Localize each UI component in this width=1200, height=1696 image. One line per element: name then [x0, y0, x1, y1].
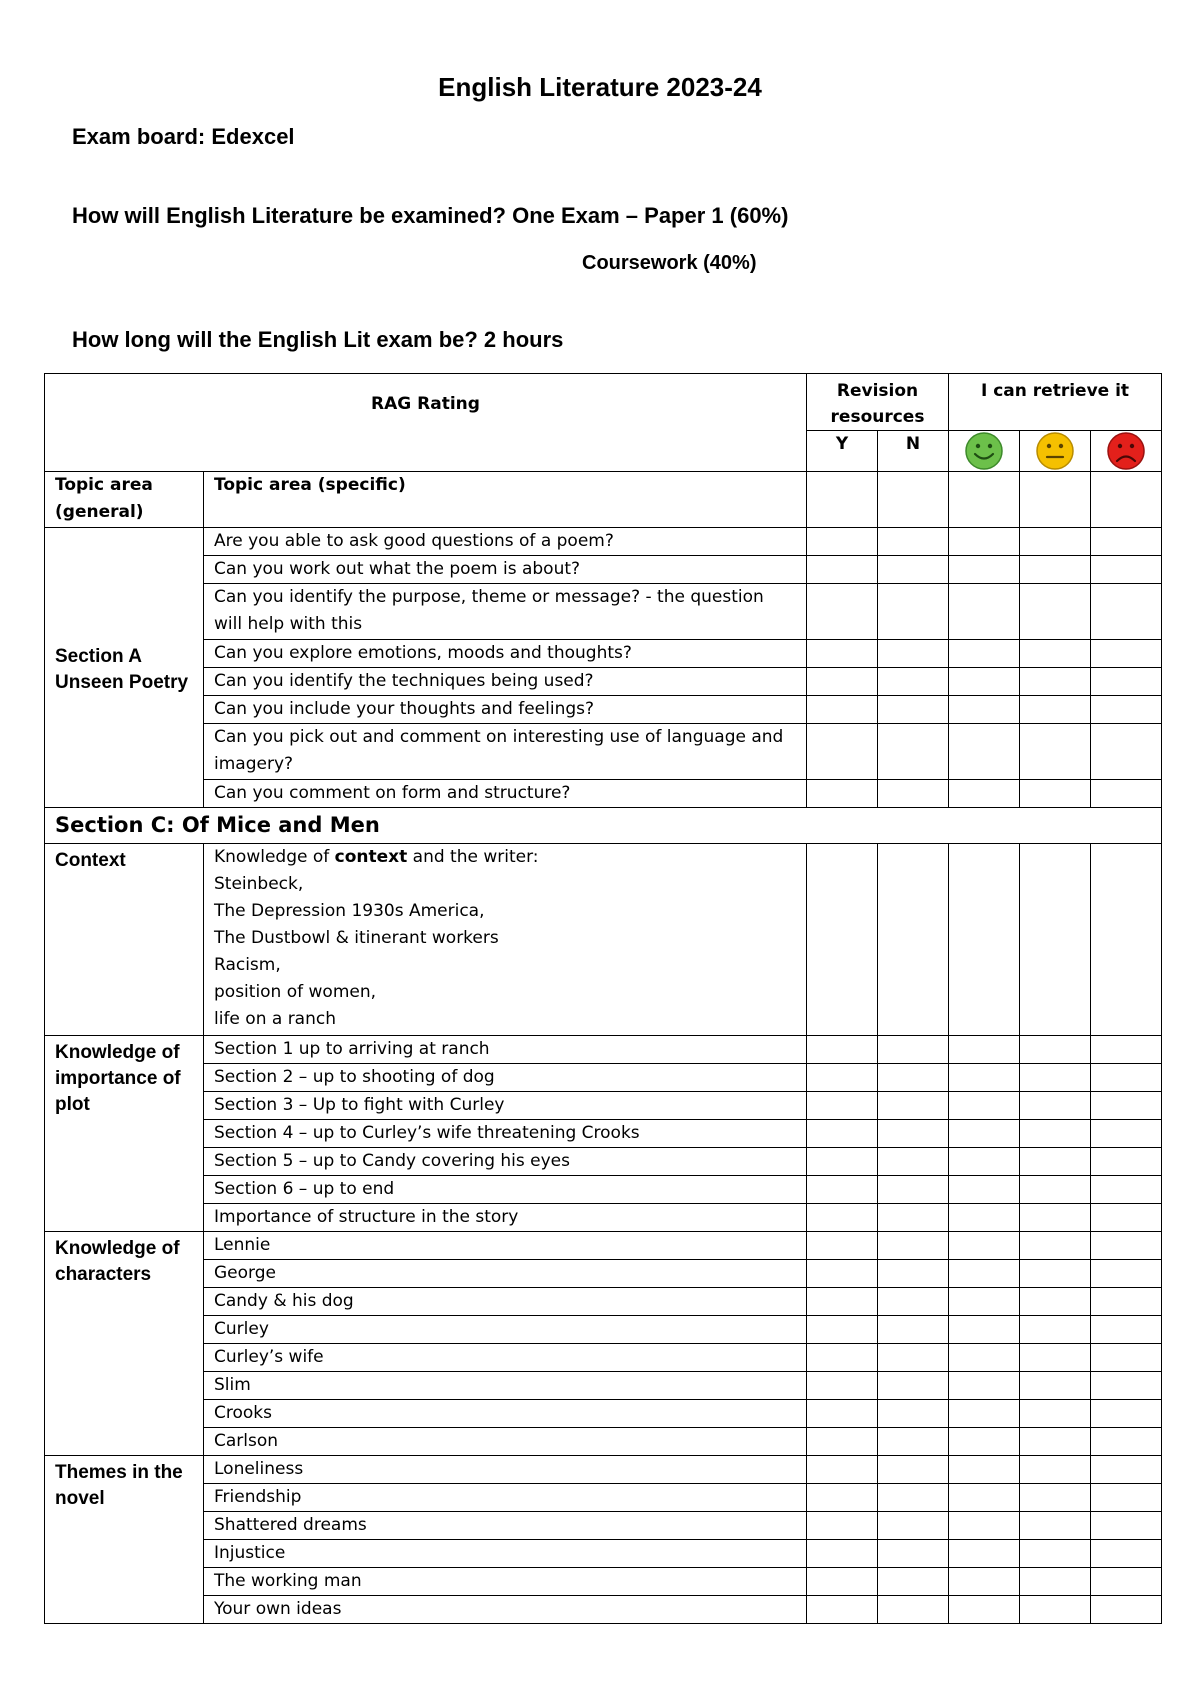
rag-cell[interactable] [949, 640, 1020, 668]
rag-cell[interactable] [878, 1064, 949, 1092]
rag-cell[interactable] [1091, 1568, 1162, 1596]
rag-cell[interactable] [949, 1064, 1020, 1092]
topic-item: Section 1 up to arriving at ranch [204, 1036, 807, 1064]
rag-cell[interactable] [807, 1484, 878, 1512]
rag-cell[interactable] [878, 640, 949, 668]
rag-cell[interactable] [1091, 1344, 1162, 1372]
rag-cell[interactable] [1091, 1596, 1162, 1624]
rag-cell[interactable] [949, 696, 1020, 724]
topic-item: Importance of structure in the story [204, 1204, 807, 1232]
topic-item: The working man [204, 1568, 807, 1596]
characters-category: Knowledge of characters [45, 1232, 204, 1456]
rag-cell[interactable] [807, 668, 878, 696]
rag-cell[interactable] [878, 1456, 949, 1484]
rag-cell[interactable] [807, 724, 878, 780]
rag-cell[interactable] [949, 1540, 1020, 1568]
topic-item: Carlson [204, 1428, 807, 1456]
rag-cell[interactable] [949, 1036, 1020, 1064]
checkbox-cell[interactable] [1020, 472, 1091, 528]
table-row [45, 1484, 1162, 1512]
rag-cell[interactable] [878, 724, 949, 780]
rag-cell[interactable] [1020, 1372, 1091, 1400]
table-row [45, 1064, 1162, 1092]
rag-cell[interactable] [807, 528, 878, 556]
rag-cell[interactable] [1091, 780, 1162, 808]
table-row [45, 1568, 1162, 1596]
rag-cell[interactable] [1020, 1036, 1091, 1064]
rag-cell[interactable] [949, 528, 1020, 556]
rag-cell[interactable] [807, 1064, 878, 1092]
rag-cell[interactable] [878, 1400, 949, 1428]
topic-general-header: Topic area (general) [45, 472, 204, 528]
topic-item: Section 2 – up to shooting of dog [204, 1064, 807, 1092]
rag-cell[interactable] [807, 1176, 878, 1204]
rag-cell[interactable] [807, 1400, 878, 1428]
rag-cell[interactable] [1020, 1596, 1091, 1624]
rag-cell[interactable] [1020, 1064, 1091, 1092]
table-row [45, 1372, 1162, 1400]
revision-resources-header: Revision resources [807, 374, 949, 431]
rag-cell[interactable] [878, 1484, 949, 1512]
rag-rating-table [44, 373, 1162, 1624]
rag-cell[interactable] [1091, 668, 1162, 696]
rag-cell[interactable] [878, 1540, 949, 1568]
rag-cell[interactable] [807, 844, 878, 1036]
table-row [45, 1344, 1162, 1372]
rag-cell[interactable] [807, 1288, 878, 1316]
rag-cell[interactable] [949, 584, 1020, 640]
rag-cell[interactable] [878, 668, 949, 696]
topic-item: Can you identify the purpose, theme or message? - the question will help with this [204, 584, 807, 640]
rag-cell[interactable] [949, 1568, 1020, 1596]
rag-cell[interactable] [1020, 1400, 1091, 1428]
rag-cell[interactable] [1091, 528, 1162, 556]
context-details [204, 844, 807, 1036]
rag-cell[interactable] [1091, 1288, 1162, 1316]
rag-cell[interactable] [1091, 556, 1162, 584]
rag-cell[interactable] [1091, 1260, 1162, 1288]
rag-cell[interactable] [807, 780, 878, 808]
table-row [45, 1316, 1162, 1344]
rag-cell[interactable] [807, 584, 878, 640]
section_a-category: Section A Unseen Poetry [45, 528, 204, 808]
topic-item: Can you identify the techniques being used? [204, 668, 807, 696]
table-row [45, 1176, 1162, 1204]
rag-cell[interactable] [1091, 1176, 1162, 1204]
context-line: The Depression 1930s America, [214, 901, 485, 921]
table-row [45, 1456, 1162, 1484]
rag-cell[interactable] [1091, 1148, 1162, 1176]
topic-item: George [204, 1260, 807, 1288]
rag-cell[interactable] [1091, 1484, 1162, 1512]
topic-item: Can you comment on form and structure? [204, 780, 807, 808]
context-line: Racism, [214, 955, 281, 975]
topic-item: Shattered dreams [204, 1512, 807, 1540]
rag-cell[interactable] [878, 556, 949, 584]
table-row [45, 780, 1162, 808]
rag-cell[interactable] [807, 1120, 878, 1148]
green-face-cell [949, 431, 1020, 472]
rag-rating-title: RAG Rating [45, 374, 807, 472]
coursework: Coursework (40%) [582, 252, 757, 274]
rag-cell[interactable] [807, 1596, 878, 1624]
rag-cell[interactable] [1020, 584, 1091, 640]
rag-cell[interactable] [949, 724, 1020, 780]
topic-item: Friendship [204, 1484, 807, 1512]
rag-cell[interactable] [949, 1288, 1020, 1316]
rag-cell[interactable] [949, 1316, 1020, 1344]
rag-cell[interactable] [878, 1428, 949, 1456]
rag-cell[interactable] [1020, 1344, 1091, 1372]
table-row [45, 584, 1162, 640]
rag-cell[interactable] [1020, 1456, 1091, 1484]
table-row [45, 1232, 1162, 1260]
rag-cell[interactable] [1091, 640, 1162, 668]
rag-cell[interactable] [878, 696, 949, 724]
rag-cell[interactable] [807, 1204, 878, 1232]
table-row [45, 1428, 1162, 1456]
rag-cell[interactable] [807, 1512, 878, 1540]
rag-cell[interactable] [1091, 1456, 1162, 1484]
table-row [45, 528, 1162, 556]
rag-cell[interactable] [1020, 1484, 1091, 1512]
topic-item: Can you explore emotions, moods and thoughts? [204, 640, 807, 668]
context-intro-before: Knowledge of [214, 847, 335, 867]
rag-cell[interactable] [878, 1204, 949, 1232]
rag-cell[interactable] [949, 1344, 1020, 1372]
table-row [45, 696, 1162, 724]
rag-cell[interactable] [1020, 1288, 1091, 1316]
rag-cell[interactable] [878, 1176, 949, 1204]
rag-cell[interactable] [1020, 844, 1091, 1036]
rag-cell[interactable] [1091, 1232, 1162, 1260]
rag-cell[interactable] [878, 1232, 949, 1260]
topic-item: Can you include your thoughts and feelings? [204, 696, 807, 724]
table-row [45, 1120, 1162, 1148]
table-row [45, 1400, 1162, 1428]
rag-cell[interactable] [949, 1596, 1020, 1624]
rag-cell[interactable] [949, 1204, 1020, 1232]
topic-item: Curley’s wife [204, 1344, 807, 1372]
rag-cell[interactable] [807, 1372, 878, 1400]
context-line: The Dustbowl & itinerant workers [214, 928, 499, 948]
rag-cell[interactable] [807, 1428, 878, 1456]
rag-cell[interactable] [878, 1512, 949, 1540]
rag-cell[interactable] [1091, 724, 1162, 780]
rag-cell[interactable] [949, 1428, 1020, 1456]
plot-category: Knowledge of importance of plot [45, 1036, 204, 1232]
topic-item: Injustice [204, 1540, 807, 1568]
rag-cell[interactable] [1091, 1120, 1162, 1148]
rag-cell[interactable] [1091, 1428, 1162, 1456]
table-row [45, 1288, 1162, 1316]
rag-cell[interactable] [949, 1400, 1020, 1428]
rag-cell[interactable] [1020, 556, 1091, 584]
rag-cell[interactable] [949, 556, 1020, 584]
rag-cell[interactable] [807, 556, 878, 584]
checkbox-cell[interactable] [1091, 472, 1162, 528]
rag-cell[interactable] [1020, 1568, 1091, 1596]
rag-cell[interactable] [878, 1036, 949, 1064]
topic-item: Crooks [204, 1400, 807, 1428]
i-can-retrieve-header: I can retrieve it [949, 374, 1162, 431]
rag-cell[interactable] [1091, 1372, 1162, 1400]
rag-cell[interactable] [807, 1344, 878, 1372]
yellow-neutral-icon [1035, 431, 1075, 471]
rag-cell[interactable] [878, 1092, 949, 1120]
checkbox-cell[interactable] [878, 472, 949, 528]
rag-cell[interactable] [807, 1568, 878, 1596]
rag-cell[interactable] [807, 1456, 878, 1484]
rag-cell[interactable] [878, 1344, 949, 1372]
rag-cell[interactable] [807, 696, 878, 724]
rag-cell[interactable] [807, 1148, 878, 1176]
context-intro-bold: context [334, 847, 408, 867]
rag-cell[interactable] [807, 1540, 878, 1568]
rag-cell[interactable] [949, 1484, 1020, 1512]
table-row [45, 844, 1162, 1036]
rag-cell[interactable] [1020, 1232, 1091, 1260]
table-row [45, 1540, 1162, 1568]
exam-board: Exam board: Edexcel [72, 124, 295, 149]
how-examined: How will English Literature be examined? One Exam – Paper 1 (60%) [72, 203, 789, 228]
rag-cell[interactable] [878, 1316, 949, 1344]
checkbox-cell[interactable] [949, 472, 1020, 528]
topic-item: Section 5 – up to Candy covering his eyes [204, 1148, 807, 1176]
rag-cell[interactable] [949, 1456, 1020, 1484]
rag-cell[interactable] [878, 584, 949, 640]
context-category: Context [45, 844, 204, 1036]
rag-cell[interactable] [949, 1512, 1020, 1540]
rag-cell[interactable] [949, 668, 1020, 696]
context-line: life on a ranch [214, 1009, 336, 1029]
topic-item: Your own ideas [204, 1596, 807, 1624]
context-line: Steinbeck, [214, 874, 304, 894]
rag-cell[interactable] [949, 1092, 1020, 1120]
context-intro [214, 844, 796, 871]
rag-cell[interactable] [807, 640, 878, 668]
rag-cell[interactable] [1091, 1512, 1162, 1540]
rag-cell[interactable] [1091, 1036, 1162, 1064]
rag-cell[interactable] [807, 1092, 878, 1120]
rag-cell[interactable] [949, 1232, 1020, 1260]
rag-cell[interactable] [1020, 1204, 1091, 1232]
topic-item: Section 4 – up to Curley’s wife threatening Crooks [204, 1120, 807, 1148]
section-c-heading: Section C: Of Mice and Men [45, 808, 1162, 844]
table-row [45, 724, 1162, 780]
rag-cell[interactable] [1020, 1120, 1091, 1148]
topic-item: Can you work out what the poem is about? [204, 556, 807, 584]
page-title: English Literature 2023-24 [438, 72, 762, 102]
rag-cell[interactable] [878, 780, 949, 808]
rag-cell[interactable] [949, 1260, 1020, 1288]
rag-cell[interactable] [1091, 1204, 1162, 1232]
checkbox-cell[interactable] [807, 472, 878, 528]
rag-cell[interactable] [807, 1260, 878, 1288]
rag-cell[interactable] [949, 1120, 1020, 1148]
topic-item: Can you pick out and comment on interesting use of language and imagery? [204, 724, 807, 780]
rag-cell[interactable] [1020, 780, 1091, 808]
rag-cell[interactable] [1020, 668, 1091, 696]
rag-cell[interactable] [949, 1148, 1020, 1176]
rag-cell[interactable] [1091, 1092, 1162, 1120]
rag-cell[interactable] [807, 1036, 878, 1064]
rag-cell[interactable] [1020, 724, 1091, 780]
table-row [45, 1036, 1162, 1064]
table-row [45, 1512, 1162, 1540]
rag-cell[interactable] [1091, 1316, 1162, 1344]
rag-cell[interactable] [878, 1568, 949, 1596]
rag-cell[interactable] [878, 1288, 949, 1316]
rag-cell[interactable] [1020, 1316, 1091, 1344]
rag-cell[interactable] [1020, 696, 1091, 724]
rag-cell[interactable] [1091, 1540, 1162, 1568]
yellow-face-cell [1020, 431, 1091, 472]
red-sad-icon [1106, 431, 1146, 471]
rag-cell[interactable] [878, 1120, 949, 1148]
context-intro-after: and the writer: [407, 847, 539, 867]
table-row [45, 1260, 1162, 1288]
red-face-cell [1091, 431, 1162, 472]
rag-cell[interactable] [1020, 1540, 1091, 1568]
rag-cell[interactable] [949, 1372, 1020, 1400]
rag-cell[interactable] [878, 1260, 949, 1288]
rag-cell[interactable] [1020, 1092, 1091, 1120]
table-row [45, 640, 1162, 668]
rag-cell[interactable] [1020, 1148, 1091, 1176]
themes-category: Themes in the novel [45, 1456, 204, 1624]
rag-cell[interactable] [1091, 1064, 1162, 1092]
rag-cell[interactable] [1091, 696, 1162, 724]
rag-cell[interactable] [807, 1316, 878, 1344]
topic-item: Slim [204, 1372, 807, 1400]
rag-cell[interactable] [949, 1176, 1020, 1204]
rag-cell[interactable] [807, 1232, 878, 1260]
rag-cell[interactable] [878, 528, 949, 556]
rag-cell[interactable] [1020, 1428, 1091, 1456]
topic-item: Curley [204, 1316, 807, 1344]
how-long: How long will the English Lit exam be? 2 hours [72, 327, 564, 352]
green-smiley-icon [964, 431, 1004, 471]
rag-cell[interactable] [1020, 1512, 1091, 1540]
table-row [45, 556, 1162, 584]
rag-cell[interactable] [949, 780, 1020, 808]
rag-cell[interactable] [1091, 844, 1162, 1036]
context-line: position of women, [214, 982, 377, 1002]
topic-item: Section 6 – up to end [204, 1176, 807, 1204]
rag-cell[interactable] [878, 1148, 949, 1176]
rag-cell[interactable] [878, 1596, 949, 1624]
topic-specific-header: Topic area (specific) [204, 472, 807, 528]
topic-item: Candy & his dog [204, 1288, 807, 1316]
no-header: N [878, 431, 949, 472]
table-row [45, 1204, 1162, 1232]
topic-item: Lennie [204, 1232, 807, 1260]
yes-header: Y [807, 431, 878, 472]
table-row [45, 1148, 1162, 1176]
rag-cell[interactable] [878, 844, 949, 1036]
rag-cell[interactable] [1091, 1400, 1162, 1428]
rag-cell[interactable] [1020, 1176, 1091, 1204]
table-row [45, 1092, 1162, 1120]
table-row [45, 1596, 1162, 1624]
rag-cell[interactable] [878, 1372, 949, 1400]
rag-cell[interactable] [949, 844, 1020, 1036]
rag-cell[interactable] [1091, 584, 1162, 640]
rag-cell[interactable] [1020, 1260, 1091, 1288]
table-row [45, 668, 1162, 696]
topic-item: Are you able to ask good questions of a poem? [204, 528, 807, 556]
topic-item: Section 3 – Up to fight with Curley [204, 1092, 807, 1120]
topic-item: Loneliness [204, 1456, 807, 1484]
rag-cell[interactable] [1020, 640, 1091, 668]
rag-cell[interactable] [1020, 528, 1091, 556]
